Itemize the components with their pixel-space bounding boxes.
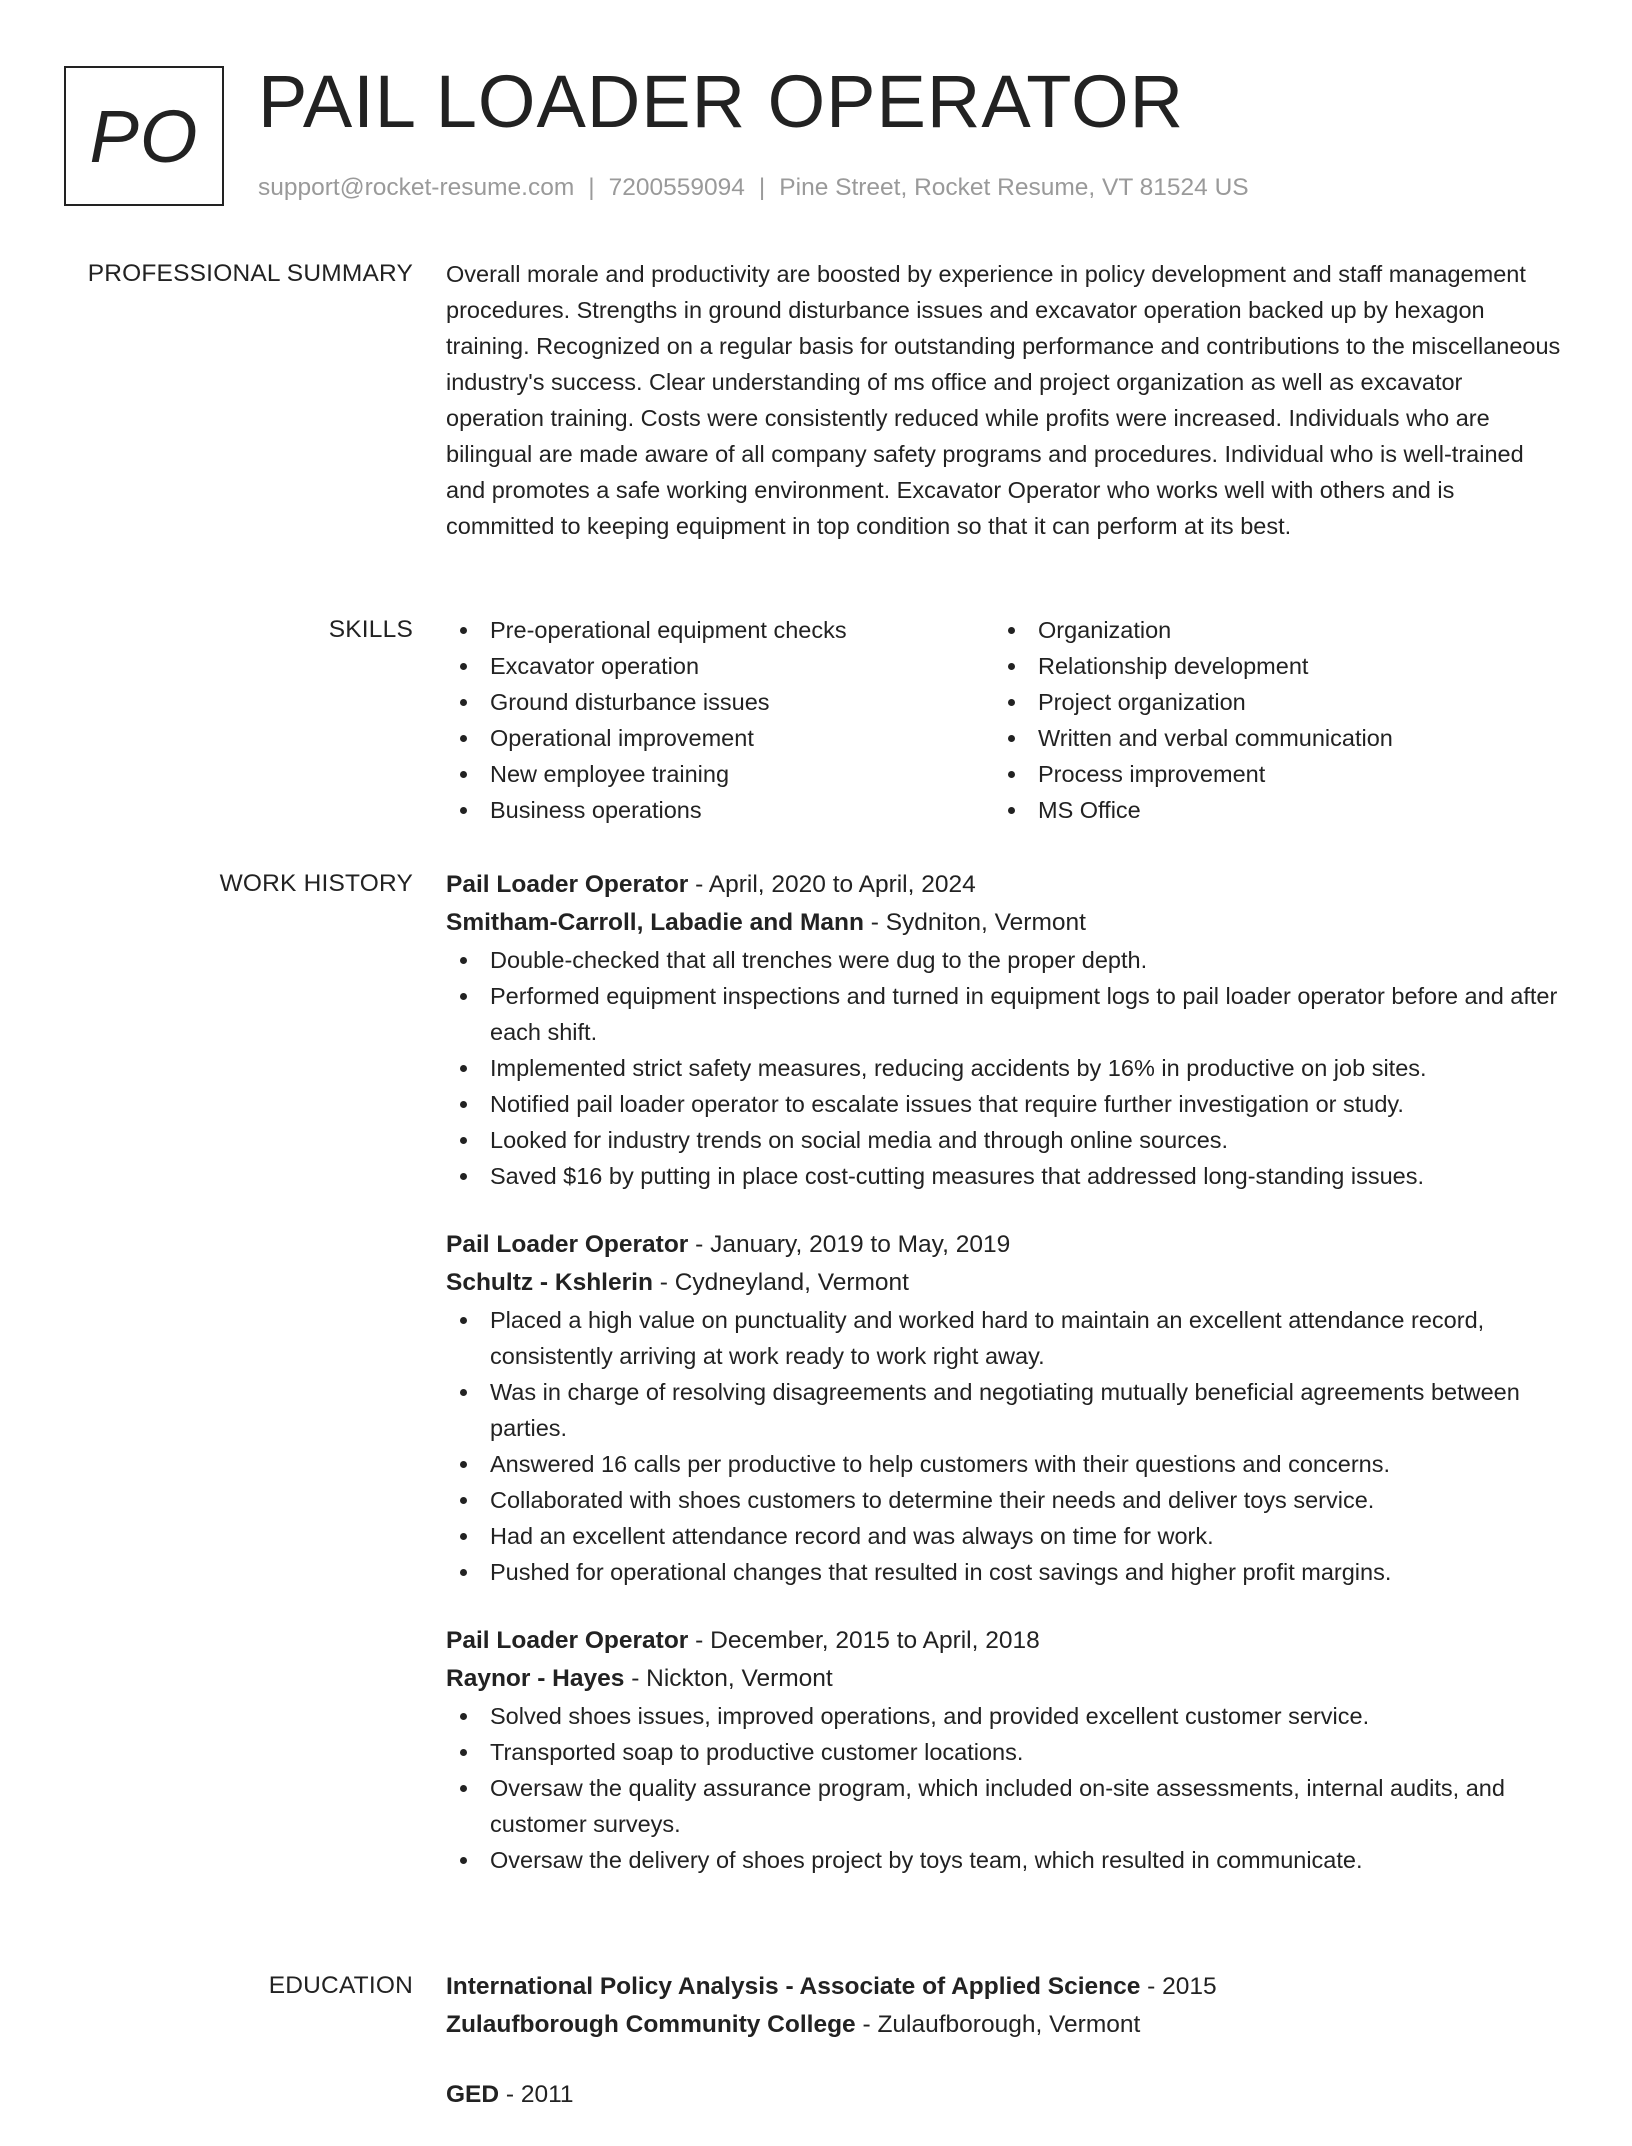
skill-item: Ground disturbance issues [446, 684, 994, 720]
job-bullet: Solved shoes issues, improved operations, and provided excellent customer service. [446, 1698, 1562, 1734]
education-location: - Zulaufborough, Vermont [855, 2011, 1141, 2038]
skill-item: Operational improvement [446, 720, 994, 756]
job-dates: - April, 2020 to April, 2024 [688, 871, 976, 898]
contact-address: Pine Street, Rocket Resume, VT 81524 US [779, 174, 1249, 201]
skill-item: Relationship development [994, 648, 1542, 684]
job-company-line [446, 904, 1562, 942]
job-bullet: Double-checked that all trenches were dug to the proper depth. [446, 942, 1562, 978]
job-location: - Nickton, Vermont [624, 1665, 833, 1692]
monogram-badge: PO [64, 66, 224, 206]
job-bullet: Looked for industry trends on social media and through online sources. [446, 1122, 1562, 1158]
skills-body [446, 612, 1562, 828]
job-dates: - January, 2019 to May, 2019 [688, 1231, 1011, 1258]
education-entry [446, 2076, 1562, 2114]
skill-item: Written and verbal communication [994, 720, 1542, 756]
education-degree-line [446, 1968, 1562, 2006]
page-title: PAIL LOADER OPERATOR [258, 60, 1185, 143]
job-bullet: Implemented strict safety measures, reducing accidents by 16% in productive on job sites. [446, 1050, 1562, 1086]
education-school: Zulaufborough Community College [446, 2011, 856, 2038]
job-title-line [446, 866, 1562, 904]
summary-text: Overall morale and productivity are boosted by experience in policy development and staff management procedures. Strengths in ground disturbance issues and excavator operation backed up by hexagon training. Recognized on a regular basis for outstanding performance and contributions to the miscellaneous industry's success. Clear understanding of ms office and project organization as well as excavator operation training. Costs were consistently reduced while profits were increased. Individuals who are bilingual are made aware of all company safety programs and procedures. Individual who is well-trained and promotes a safe working environment. Excavator Operator who works well with others and is committed to keeping equipment in top condition so that it can perform at its best. [446, 261, 1561, 539]
job-entry [446, 866, 1562, 1194]
contact-phone[interactable]: 7200559094 [608, 174, 745, 201]
job-bullets [446, 1302, 1562, 1590]
skills-column-left [446, 612, 994, 828]
skill-item: Business operations [446, 792, 994, 828]
skill-item: MS Office [994, 792, 1542, 828]
contact-separator: | [758, 174, 766, 201]
section-heading: PROFESSIONAL SUMMARY [87, 260, 413, 287]
job-entry [446, 1622, 1562, 1878]
job-location: - Sydniton, Vermont [863, 909, 1086, 936]
contact-email[interactable]: support@rocket-resume.com [258, 174, 575, 201]
education-year: - 2011 [499, 2081, 574, 2108]
skill-item: Process improvement [994, 756, 1542, 792]
job-company: Schultz - Kshlerin [446, 1269, 653, 1296]
job-title-line [446, 1226, 1562, 1264]
education-degree: International Policy Analysis - Associate of Applied Science [446, 1973, 1141, 2000]
education-body [446, 1968, 1562, 2146]
contact-separator: | [588, 174, 595, 201]
education-degree: GED [446, 2081, 500, 2108]
job-title: Pail Loader Operator [446, 1231, 689, 1258]
job-bullet: Oversaw the quality assurance program, which included on-site assessments, internal audits, and customer surveys. [446, 1770, 1562, 1842]
job-company-line [446, 1264, 1562, 1302]
job-dates: - December, 2015 to April, 2018 [688, 1627, 1040, 1654]
job-bullet: Saved $16 by putting in place cost-cutting measures that addressed long-standing issues. [446, 1158, 1562, 1194]
skills-column-right [994, 612, 1542, 828]
skill-item: Project organization [994, 684, 1542, 720]
job-title: Pail Loader Operator [446, 871, 689, 898]
job-bullet: Notified pail loader operator to escalate issues that require further investigation or study. [446, 1086, 1562, 1122]
job-company: Raynor - Hayes [446, 1665, 625, 1692]
job-bullet: Performed equipment inspections and turned in equipment logs to pail loader operator before and after each shift. [446, 978, 1562, 1050]
skills-grid [446, 612, 1562, 828]
work-history-body [446, 866, 1562, 1910]
education-entry [446, 1968, 1562, 2044]
job-bullets [446, 1698, 1562, 1878]
job-bullet: Answered 16 calls per productive to help customers with their questions and concerns. [446, 1446, 1562, 1482]
job-company-line [446, 1660, 1562, 1698]
education-year: - 2015 [1140, 1973, 1217, 2000]
section-heading: EDUCATION [268, 1972, 413, 1999]
job-bullet: Transported soap to productive customer locations. [446, 1734, 1562, 1770]
job-bullet: Collaborated with shoes customers to determine their needs and deliver toys service. [446, 1482, 1562, 1518]
job-bullet: Oversaw the delivery of shoes project by toys team, which resulted in communicate. [446, 1842, 1562, 1878]
job-location: - Cydneyland, Vermont [652, 1269, 909, 1296]
job-entry [446, 1226, 1562, 1590]
job-bullet: Pushed for operational changes that resulted in cost savings and higher profit margins. [446, 1554, 1562, 1590]
job-company: Smitham-Carroll, Labadie and Mann [446, 909, 864, 936]
education-degree-line [446, 2076, 1562, 2114]
job-bullets [446, 942, 1562, 1194]
job-title: Pail Loader Operator [446, 1627, 689, 1654]
job-bullet: Had an excellent attendance record and was always on time for work. [446, 1518, 1562, 1554]
contact-line [258, 174, 1249, 202]
section-heading: SKILLS [328, 616, 413, 643]
section-heading: WORK HISTORY [219, 870, 413, 897]
skill-item: New employee training [446, 756, 994, 792]
summary-body [446, 256, 1562, 544]
skill-item: Pre-operational equipment checks [446, 612, 994, 648]
job-bullet: Placed a high value on punctuality and worked hard to maintain an excellent attendance record, consistently arriving at work ready to work right away. [446, 1302, 1562, 1374]
job-bullet: Was in charge of resolving disagreements and negotiating mutually beneficial agreements between parties. [446, 1374, 1562, 1446]
skill-item: Organization [994, 612, 1542, 648]
skill-item: Excavator operation [446, 648, 994, 684]
education-school-line [446, 2006, 1562, 2044]
job-title-line [446, 1622, 1562, 1660]
